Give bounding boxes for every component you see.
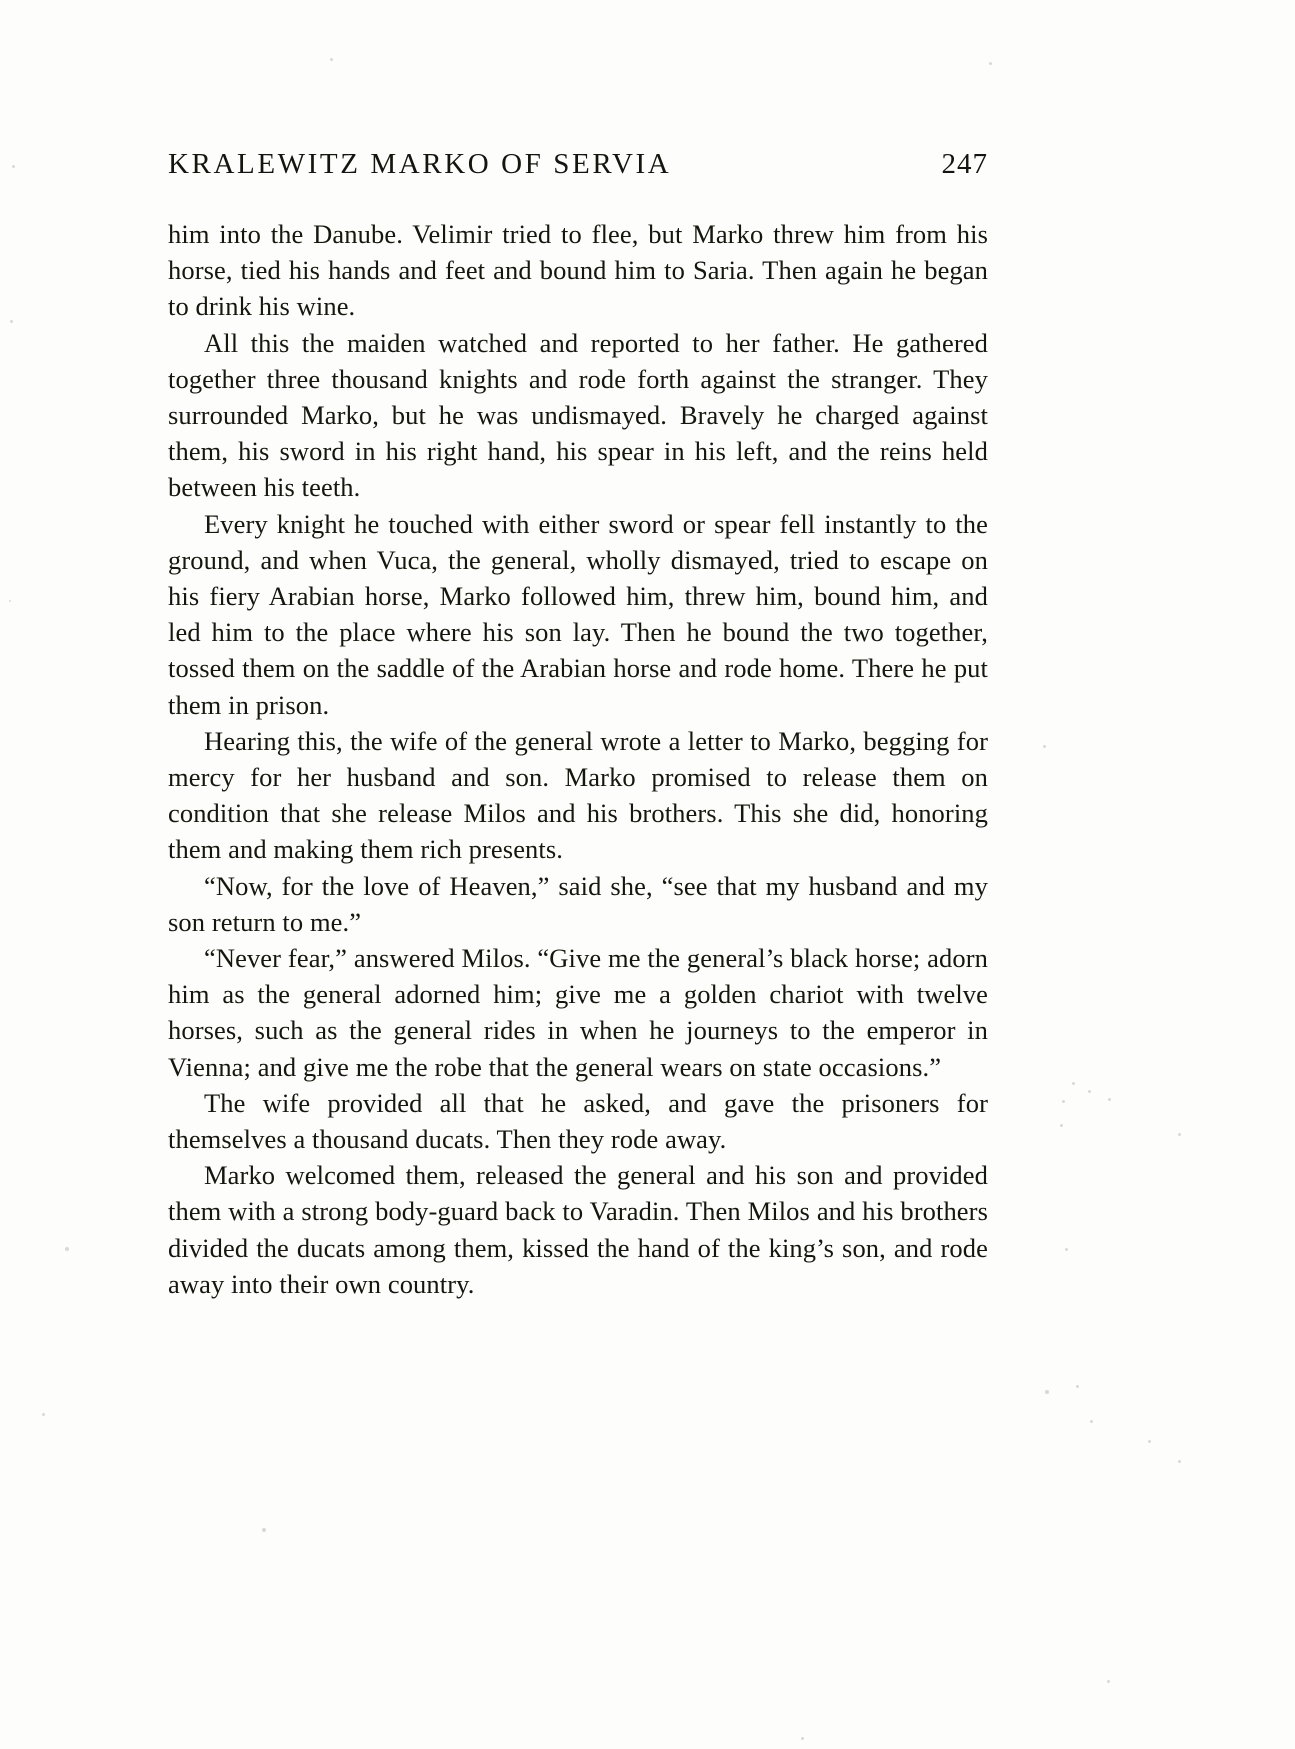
- paper-speck: [1088, 1090, 1091, 1093]
- paper-speck: [9, 600, 11, 602]
- paper-speck: [1065, 1248, 1068, 1251]
- paper-speck: [1045, 1390, 1049, 1394]
- paper-speck: [1178, 1133, 1181, 1136]
- paper-speck: [1072, 1082, 1075, 1085]
- paper-speck: [1043, 745, 1046, 748]
- paragraph: All this the maiden watched and reported to her father. He gathered together three thousand knights and rode forth against the stranger. They surrounded Marko, but he was undismayed. Bravely he charged against them, his sword in his right hand, his spear in his left, and the reins held between his teeth.: [168, 327, 988, 503]
- paragraph: Hearing this, the wife of the general wrote a letter to Marko, begging for mercy for her husband and son. Marko promised to release them on condition that she release Milos and his brothers. This she did, honoring them and making them rich presents.: [168, 725, 988, 865]
- paper-speck: [262, 1528, 266, 1532]
- paper-speck: [1060, 1124, 1063, 1127]
- paper-speck: [1062, 1100, 1065, 1103]
- paragraph: “Never fear,” answered Milos. “Give me the general’s black horse; adorn him as the general adorned him; give me a golden chariot with twelve horses, such as the general rides in when he journeys to the emperor in Vienna; and give me the robe that the general wears on state occasions.”: [168, 943, 988, 1082]
- paper-speck: [989, 62, 992, 65]
- paper-speck: [1178, 1460, 1181, 1463]
- paragraph: him into the Danube. Velimir tried to flee, but Marko threw him from his horse, tied his hands and feet and bound him to Saria. Then again he began to drink his wine.: [168, 219, 988, 322]
- paper-speck: [12, 165, 15, 168]
- paper-speck: [65, 1247, 69, 1251]
- page-header: [168, 148, 988, 181]
- paper-speck: [42, 1413, 45, 1416]
- paper-speck: [330, 58, 333, 61]
- paper-speck: [1090, 1420, 1093, 1423]
- paper-speck: [10, 320, 13, 323]
- paragraph: “Now, for the love of Heaven,” said she, “see that my husband and my son return to me.”: [168, 870, 988, 937]
- paragraph: Marko welcomed them, released the general and his son and provided them with a strong body-guard back to Varadin. Then Milos and his brothers divided the ducats among them, kissed the hand of the king’s son, and rode away into their own country.: [168, 1160, 988, 1299]
- paragraph: The wife provided all that he asked, and gave the prisoners for themselves a thousand ducats. Then they rode away.: [168, 1087, 988, 1155]
- running-head: KRALEWITZ MARKO OF SERVIA: [168, 148, 672, 180]
- paper-speck: [1076, 1385, 1079, 1388]
- paper-speck: [1108, 1098, 1111, 1101]
- paper-speck: [1148, 1440, 1151, 1443]
- paper-speck: [801, 1737, 804, 1740]
- page-number: 247: [941, 148, 988, 180]
- paper-speck: [1107, 1680, 1110, 1683]
- paragraph: Every knight he touched with either sword or spear fell instantly to the ground, and when Vuca, the general, wholly dismayed, tried to escape on his fiery Arabian horse, Marko followed him, threw him, bound him, and led him to the place where his son lay. Then he bound the two together, tossed them on the saddle of the Arabian horse and rode home. There he put them in prison.: [168, 508, 988, 720]
- body-text: [168, 216, 988, 1302]
